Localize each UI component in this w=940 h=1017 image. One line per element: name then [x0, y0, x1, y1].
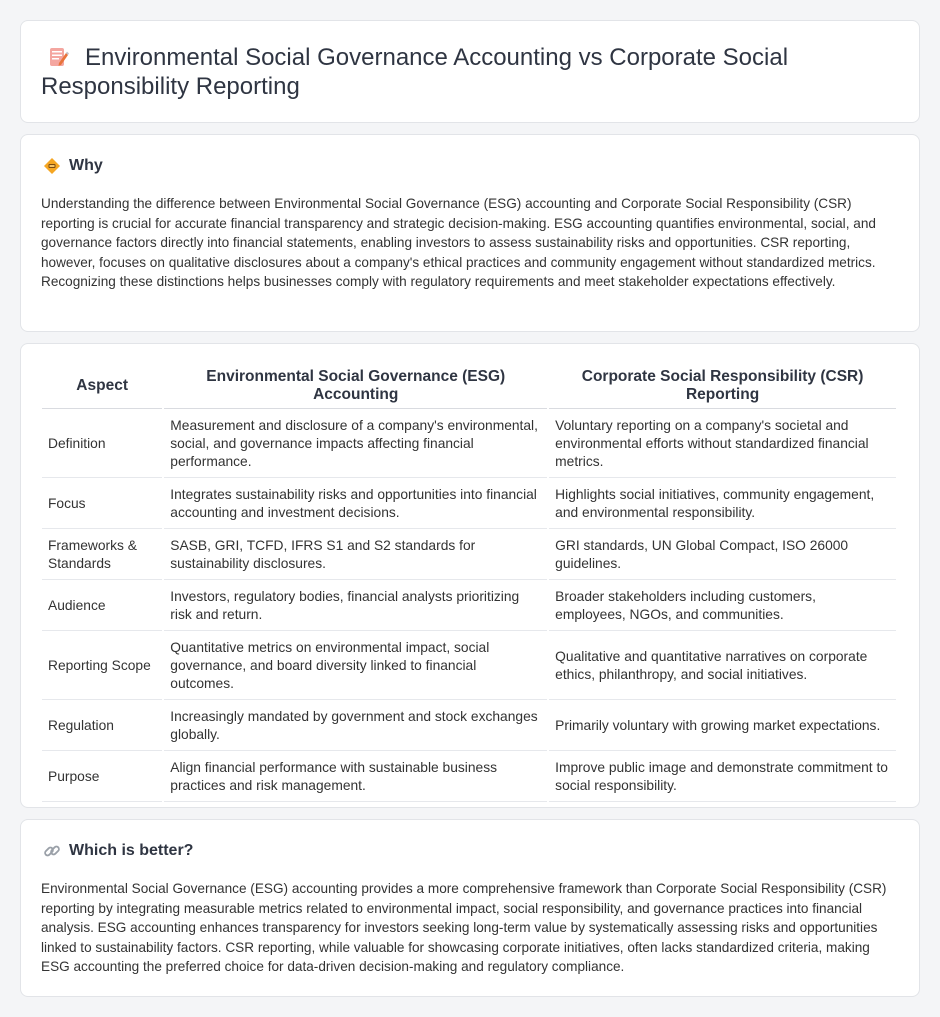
cell-csr: Primarily voluntary with growing market expectations. [549, 702, 896, 751]
cell-csr: Improve public image and demonstrate commitment to social responsibility. [549, 753, 896, 802]
which-is-better-section [20, 819, 920, 997]
table-row [42, 411, 896, 478]
cell-aspect: Definition [42, 411, 162, 478]
better-text: Environmental Social Governance (ESG) accounting provides a more comprehensive framework than Corporate Social Responsibility (CSR) reporting by integrating measurable metrics related to environmental impact, social responsibility, and governance practices into financial analysis. ESG accounting enhances transparency for investors seeking long-term value by systematically assessing risks and opportunities linked to sustainability factors. CSR reporting, while valuable for showcasing corporate initiatives, often lacks standardized criteria, making ESG accounting the preferred choice for data-driven decision-making and regulatory compliance. [41, 881, 887, 974]
cell-aspect: Purpose [42, 753, 162, 802]
cell-csr: Highlights social initiatives, community engagement, and environmental responsibility. [549, 480, 896, 529]
why-text: Understanding the difference between Environmental Social Governance (ESG) accounting and Corporate Social Responsibility (CSR) reporting is crucial for accurate financial transparency and strategic decision-making. ESG accounting quantifies environmental, social, and governance factors directly into financial statements, enabling investors to assess sustainability risks and opportunities. CSR reporting, however, focuses on qualitative disclosures about a company's ethical practices and community engagement without standardized metrics. Recognizing these distinctions helps businesses comply with regulatory requirements and meet stakeholder expectations effectively. [41, 196, 876, 289]
table-row [42, 633, 896, 700]
cell-aspect: Focus [42, 480, 162, 529]
cell-esg: Measurement and disclosure of a company's environmental, social, and governance impacts affecting financial performance. [164, 411, 547, 478]
cell-csr: GRI standards, UN Global Compact, ISO 26000 guidelines. [549, 531, 896, 580]
why-section [20, 134, 920, 332]
table-row [42, 480, 896, 529]
cell-aspect: Reporting Scope [42, 633, 162, 700]
table-row [42, 582, 896, 631]
comparison-table [40, 359, 898, 804]
link-icon [43, 842, 61, 860]
cell-esg: SASB, GRI, TCFD, IFRS S1 and S2 standards for sustainability disclosures. [164, 531, 547, 580]
diamond-warning-icon [43, 157, 61, 175]
cell-esg: Investors, regulatory bodies, financial analysts prioritizing risk and return. [164, 582, 547, 631]
title-card [20, 20, 920, 123]
cell-esg: Increasingly mandated by government and stock exchanges globally. [164, 702, 547, 751]
header-aspect: Aspect [42, 361, 162, 409]
page-title [41, 43, 899, 101]
cell-esg: Align financial performance with sustainable business practices and risk management. [164, 753, 547, 802]
page-title-text: Environmental Social Governance Accounting vs Corporate Social Responsibility Reporting [41, 44, 789, 100]
cell-csr: Voluntary reporting on a company's societal and environmental efforts without standardized financial metrics. [549, 411, 896, 478]
cell-esg: Quantitative metrics on environmental impact, social governance, and board diversity linked to financial outcomes. [164, 633, 547, 700]
why-heading [41, 155, 899, 177]
cell-csr: Qualitative and quantitative narratives on corporate ethics, philanthropy, and social initiatives. [549, 633, 896, 700]
cell-aspect: Frameworks & Standards [42, 531, 162, 580]
cell-csr: Broader stakeholders including customers, employees, NGOs, and communities. [549, 582, 896, 631]
better-heading [41, 840, 899, 862]
why-heading-text: Why [69, 157, 103, 174]
comparison-table-card [20, 343, 920, 808]
memo-icon [47, 46, 69, 68]
table-row [42, 702, 896, 751]
table-row [42, 531, 896, 580]
table-header-row [42, 361, 896, 409]
table-row [42, 753, 896, 802]
header-esg: Environmental Social Governance (ESG) Accounting [164, 361, 547, 409]
header-csr: Corporate Social Responsibility (CSR) Reporting [549, 361, 896, 409]
cell-aspect: Regulation [42, 702, 162, 751]
cell-esg: Integrates sustainability risks and opportunities into financial accounting and investment decisions. [164, 480, 547, 529]
cell-aspect: Audience [42, 582, 162, 631]
better-heading-text: Which is better? [69, 842, 194, 859]
